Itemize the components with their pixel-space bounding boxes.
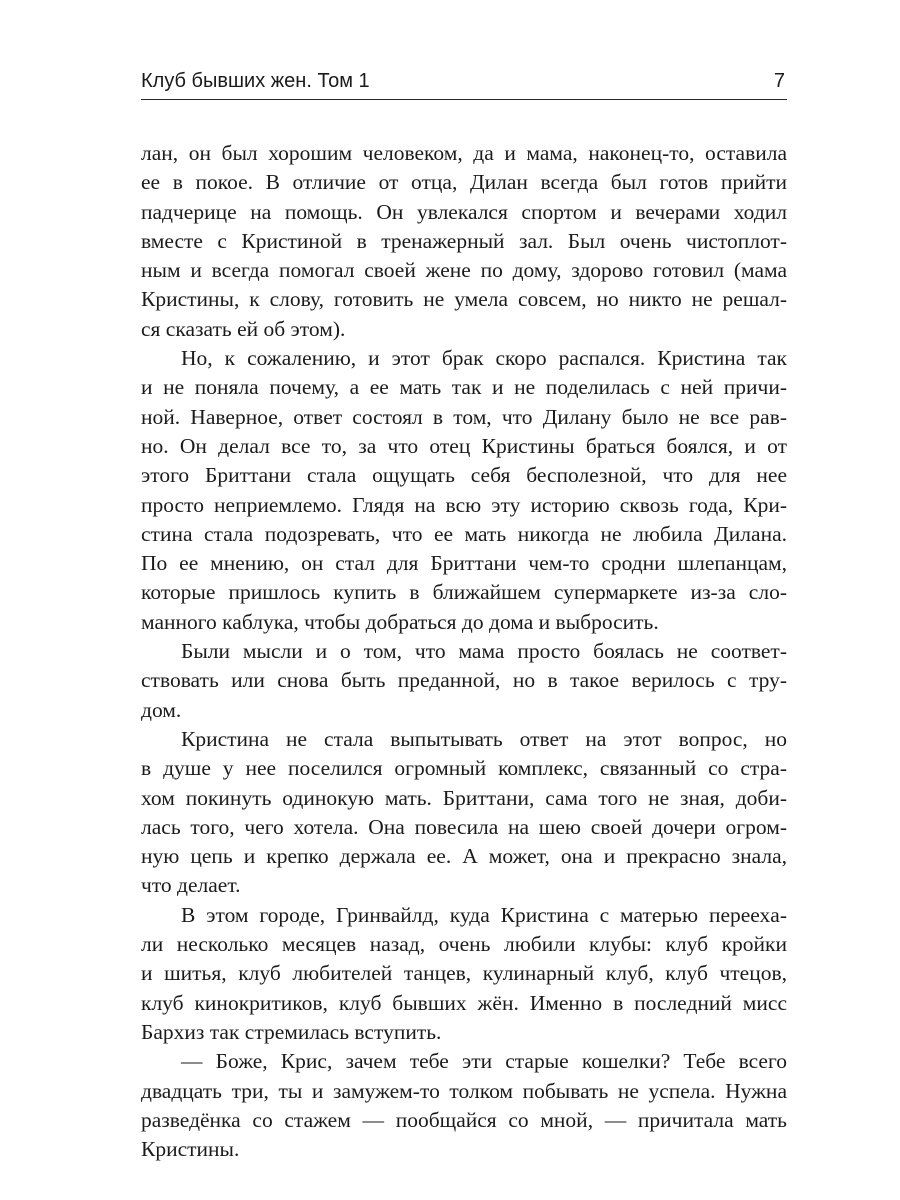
text-line: этого Бриттани стала ощущать себя бесполезной, что для нее [141,463,787,488]
paragraph [141,344,787,637]
text-line: ную цепь и крепко держала ее. А может, она и прекрасно знала, [141,844,787,869]
text-line: Бархиз так стремилась вступить. [141,1019,442,1044]
page-number: 7 [773,70,785,92]
book-title: Клуб бывших жен. Том 1 [141,70,370,92]
text-line: но. Он делал все то, за что отец Кристины браться боялся, и от [141,433,787,458]
text-line: дом. [141,697,182,722]
text-line: падчерице на помощь. Он увлекался спортом и вечерами ходил [141,199,787,224]
text-line: двадцать три, ты и замужем-то толком побывать не успела. Нужна [141,1078,787,1103]
running-header [141,69,787,100]
paragraph [141,637,787,725]
body-text [141,139,787,1164]
text-line: разведёнка со стажем — пообщайся со мной, — причитала мать [141,1107,787,1132]
text-line: По ее мнению, он стал для Бриттани чем-то сродни шлепанцам, [141,551,787,576]
text-line: вместе с Кристиной в тренажерный зал. Был очень чистоплот- [141,228,787,253]
text-line: и шитья, клуб любителей танцев, кулинарный клуб, клуб чтецов, [141,961,787,986]
text-line: ствовать или снова быть преданной, но в такое верилось с тру- [141,668,787,693]
text-line: клуб кинокритиков, клуб бывших жён. Именно в последний мисс [141,990,787,1015]
text-line: Но, к сожалению, и этот брак скоро распался. Кристина так [181,346,787,371]
text-line: Были мысли и о том, что мама просто боялась не соответ- [181,639,787,664]
paragraph [141,901,787,1047]
paragraph [141,139,787,344]
text-line: и не поняла почему, а ее мать так и не поделилась с ней причи- [141,375,787,400]
text-line: ее в покое. В отличие от отца, Дилан всегда был готов прийти [141,170,787,195]
text-line: — Боже, Крис, зачем тебе эти старые кошелки? Тебе всего [181,1049,787,1074]
text-line: Кристины, к слову, готовить не умела совсем, но никто не решал- [141,287,787,312]
text-line: которые пришлось купить в ближайшем супермаркете из-за сло- [141,580,787,605]
paragraph [141,1047,787,1164]
text-line: манного каблука, чтобы добраться до дома и выбросить. [141,609,659,634]
text-line: что делает. [141,873,241,898]
text-line: хом покинуть одинокую мать. Бриттани, сама того не зная, доби- [141,785,787,810]
text-line: Кристины. [141,1137,240,1162]
text-line: стина стала подозревать, что ее мать никогда не любила Дилана. [141,521,787,546]
text-line: просто неприемлемо. Глядя на всю эту историю сквозь года, Кри- [141,492,787,517]
text-line: ся сказать ей об этом). [141,316,346,341]
text-line: ным и всегда помогал своей жене по дому, здорово готовил (мама [141,258,787,283]
text-line: ной. Наверное, ответ состоял в том, что Дилану было не все рав- [141,404,787,429]
text-line: в душе у нее поселился огромный комплекс, связанный со стра- [141,756,787,781]
text-line: ли несколько месяцев назад, очень любили клубы: клуб кройки [141,932,787,957]
text-line: Кристина не стала выпытывать ответ на этот вопрос, но [181,726,787,751]
text-line: лан, он был хорошим человеком, да и мама, наконец-то, оставила [141,141,787,165]
text-line: лась того, чего хотела. Она повесила на шею своей дочери огром- [141,814,787,839]
text-line: В этом городе, Гринвайлд, куда Кристина с матерью переехa- [181,902,787,927]
paragraph [141,725,787,901]
